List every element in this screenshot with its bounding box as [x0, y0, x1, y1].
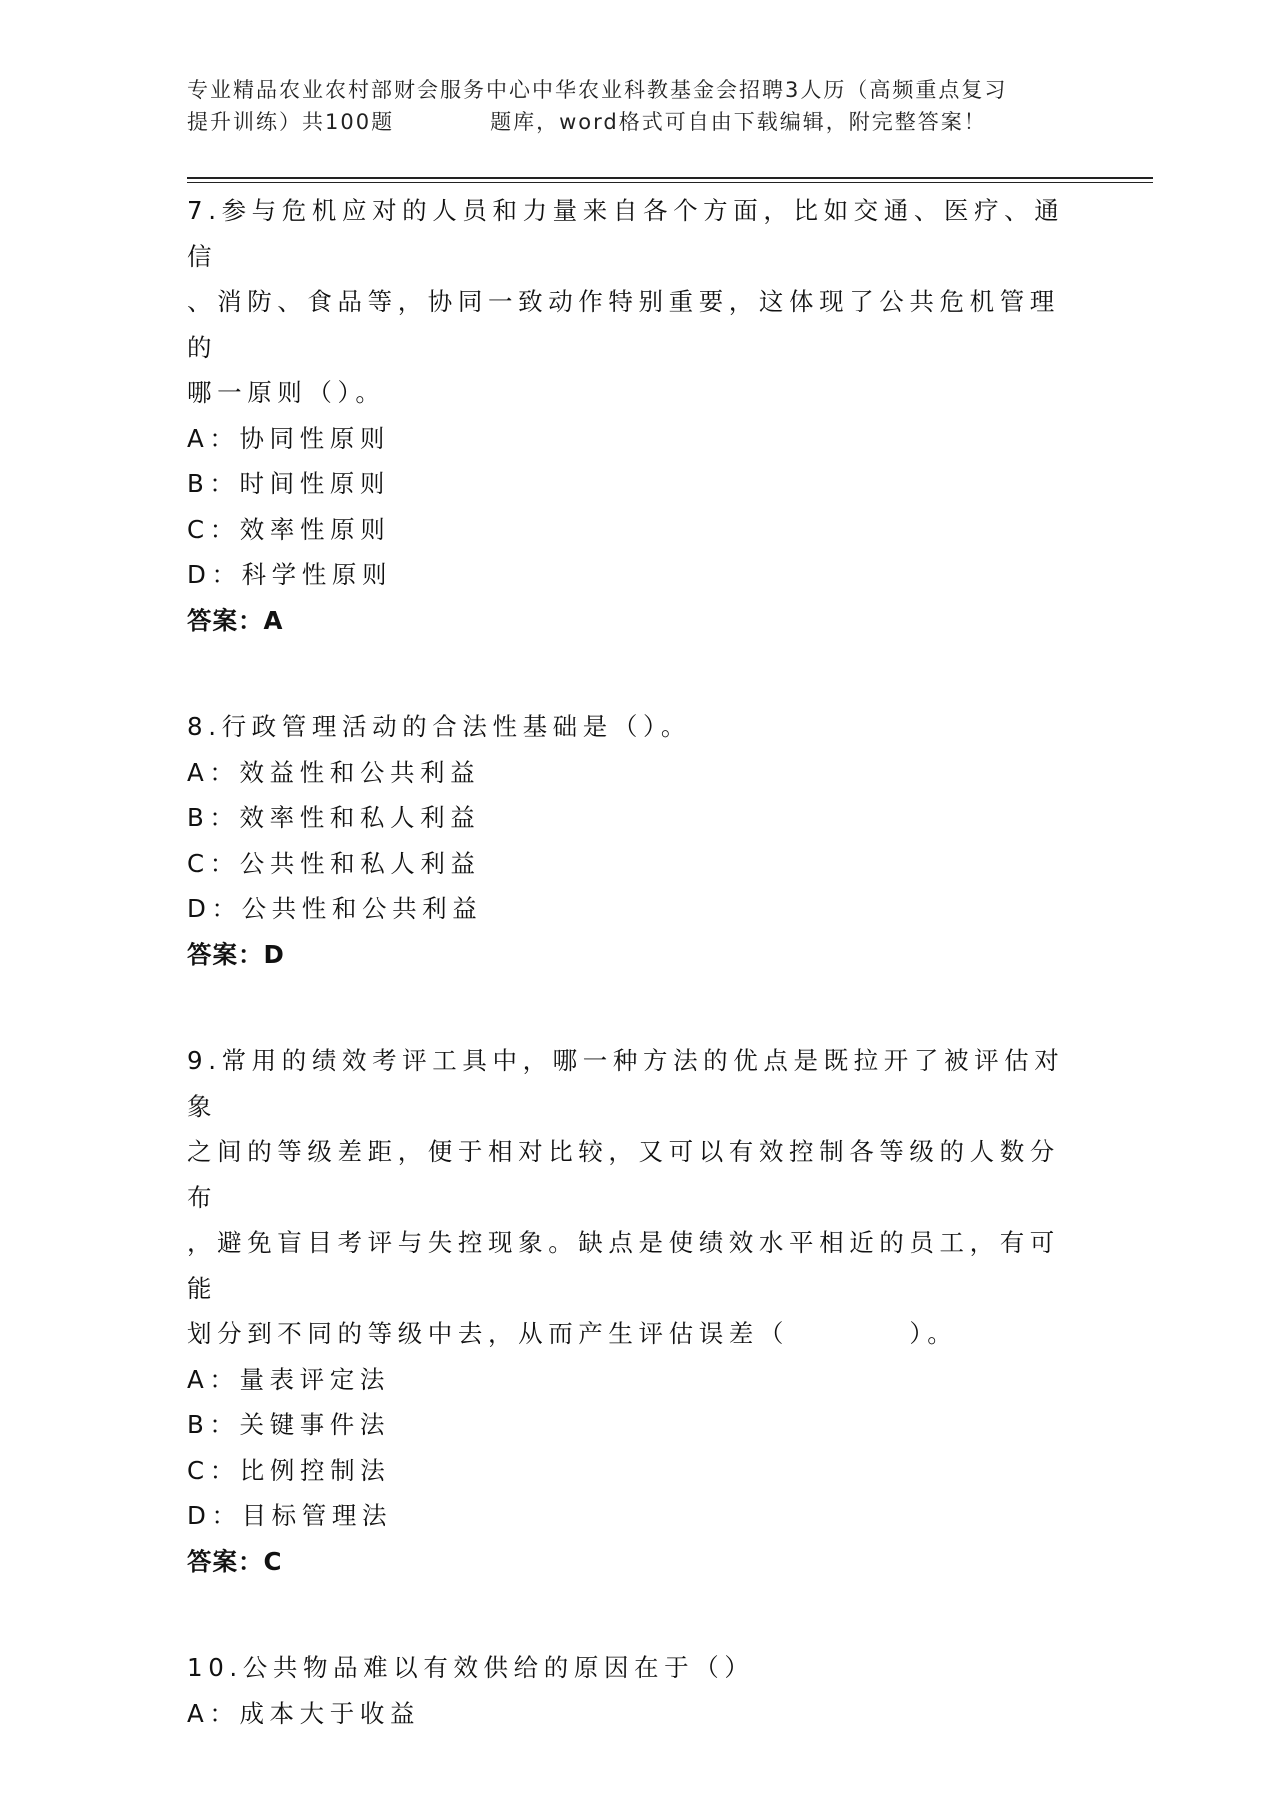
option-c: C：效率性原则 — [187, 514, 391, 544]
header-rule-thin — [187, 182, 1153, 183]
question-stem-line: 9.常用的绩效考评工具中，哪一种方法的优点是既拉开了被评估对象 — [187, 1046, 1065, 1121]
option-d: D：目标管理法 — [187, 1501, 393, 1530]
question-stem-line: 划分到不同的等级中去，从而产生评估误差（ ）。 — [187, 1319, 958, 1348]
document-header — [187, 74, 1107, 138]
header-line-1: 专业精品农业农村部财会服务中心中华农业科教基金会招聘3人历（高频重点复习 — [187, 78, 1008, 102]
question-stem-line: 8.行政管理活动的合法性基础是（）。 — [187, 712, 691, 741]
option-b: B：关键事件法 — [187, 1410, 391, 1439]
question-9 — [187, 1038, 1067, 1584]
answer: 答案：A — [187, 605, 284, 635]
header-line-2 — [187, 106, 1107, 138]
option-d: D：科学性原则 — [187, 560, 393, 589]
question-10 — [187, 1645, 1067, 1736]
question-7 — [187, 188, 1067, 643]
question-stem-line: 10.公共物品难以有效供给的原因在于（） — [187, 1653, 755, 1682]
question-8 — [187, 704, 1067, 977]
question-stem-line: 之间的等级差距，便于相对比较，又可以有效控制各等级的人数分布 — [187, 1137, 1060, 1212]
option-c: C：比例控制法 — [187, 1455, 391, 1485]
option-a: A：量表评定法 — [187, 1364, 390, 1394]
option-a: A：成本大于收益 — [187, 1698, 421, 1728]
option-d: D：公共性和公共利益 — [187, 894, 483, 923]
question-stem-line: 、消防、食品等，协同一致动作特别重要，这体现了公共危机管理的 — [187, 287, 1060, 362]
question-stem-line: ，避免盲目考评与失控现象。缺点是使绩效水平相近的员工，有可能 — [187, 1228, 1060, 1303]
header-line-2-part-1: 提升训练）共100题 — [187, 110, 395, 134]
question-stem-line: 哪一原则（）。 — [187, 378, 386, 407]
option-b: B：时间性原则 — [187, 469, 391, 498]
option-c: C：公共性和私人利益 — [187, 848, 481, 878]
answer: 答案：C — [187, 1546, 283, 1576]
question-list — [187, 188, 1067, 1797]
header-line-2-part-2: 题库，word格式可自由下载编辑，附完整答案！ — [490, 110, 987, 134]
answer: 答案：D — [187, 939, 285, 969]
question-stem-line: 7.参与危机应对的人员和力量来自各个方面，比如交通、医疗、通信 — [187, 196, 1065, 271]
header-rule-thick — [187, 177, 1153, 179]
option-a: A：协同性原则 — [187, 423, 390, 453]
option-b: B：效率性和私人利益 — [187, 803, 481, 832]
option-a: A：效益性和公共利益 — [187, 757, 481, 787]
